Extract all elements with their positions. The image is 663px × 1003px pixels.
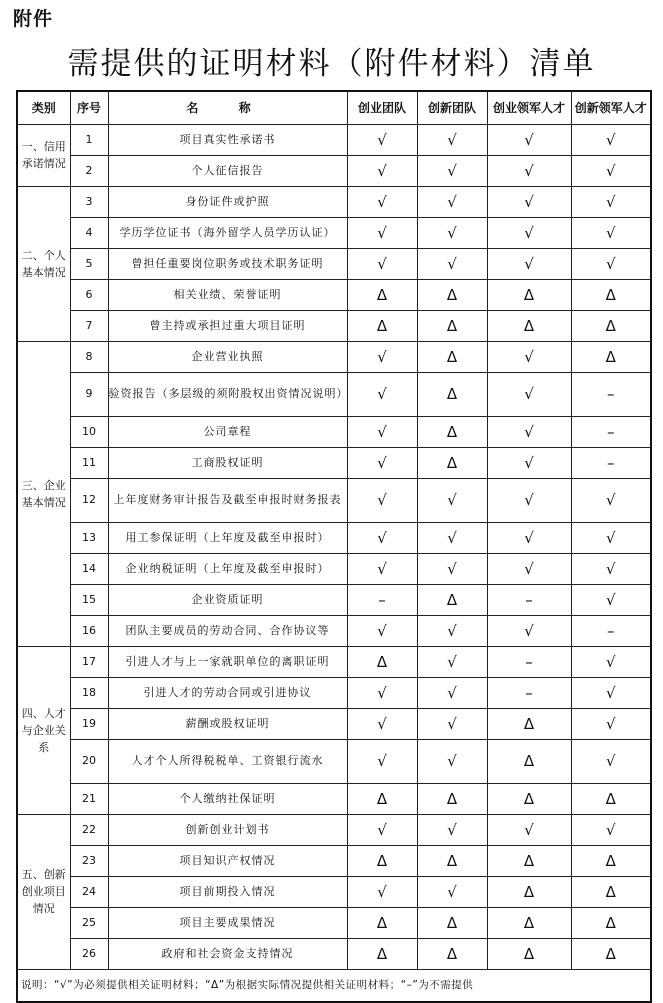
requirement-mark-cell: Δ — [417, 845, 487, 876]
table-row — [17, 522, 651, 553]
table-row — [17, 279, 651, 310]
category-cell: 二、个人基本情况 — [17, 186, 70, 341]
seq-cell: 3 — [70, 186, 108, 217]
table-row — [17, 372, 651, 416]
requirement-mark-cell: √ — [417, 124, 487, 155]
requirement-mark-cell: – — [487, 646, 571, 677]
table-row — [17, 584, 651, 615]
requirement-mark-cell: √ — [571, 248, 651, 279]
material-name-cell: 政府和社会资金支持情况 — [108, 938, 347, 969]
requirement-mark-cell: √ — [487, 124, 571, 155]
requirement-mark-cell: √ — [347, 447, 417, 478]
requirement-mark-cell: √ — [347, 186, 417, 217]
requirement-mark-cell: √ — [417, 708, 487, 739]
requirement-mark-cell: Δ — [487, 876, 571, 907]
requirement-mark-cell: √ — [417, 814, 487, 845]
material-name-cell: 个人征信报告 — [108, 155, 347, 186]
requirement-mark-cell: √ — [487, 478, 571, 522]
material-name-cell: 创新创业计划书 — [108, 814, 347, 845]
requirement-mark-cell: √ — [571, 186, 651, 217]
seq-cell: 21 — [70, 783, 108, 814]
seq-cell: 20 — [70, 739, 108, 783]
requirement-mark-cell: Δ — [571, 310, 651, 341]
requirement-mark-cell: √ — [571, 708, 651, 739]
category-cell: 五、创新创业项目情况 — [17, 814, 70, 969]
requirement-mark-cell: √ — [487, 217, 571, 248]
table-row — [17, 478, 651, 522]
material-name-cell: 项目真实性承诺书 — [108, 124, 347, 155]
requirement-mark-cell: √ — [347, 248, 417, 279]
requirement-mark-cell: √ — [571, 814, 651, 845]
requirement-mark-cell: √ — [347, 553, 417, 584]
seq-cell: 6 — [70, 279, 108, 310]
table-row — [17, 907, 651, 938]
category-cell: 一、信用承诺情况 — [17, 124, 70, 186]
requirement-mark-cell: Δ — [417, 584, 487, 615]
requirement-mark-cell: Δ — [571, 279, 651, 310]
requirement-mark-cell: √ — [347, 739, 417, 783]
table-row — [17, 876, 651, 907]
requirement-mark-cell: Δ — [347, 783, 417, 814]
seq-cell: 15 — [70, 584, 108, 615]
requirement-mark-cell: √ — [487, 447, 571, 478]
material-name-cell: 企业资质证明 — [108, 584, 347, 615]
table-row — [17, 938, 651, 969]
table-row — [17, 186, 651, 217]
requirement-mark-cell: √ — [417, 553, 487, 584]
page-title: 需提供的证明材料（附件材料）清单 — [67, 46, 596, 82]
material-name-cell: 公司章程 — [108, 416, 347, 447]
seq-cell: 23 — [70, 845, 108, 876]
table-row — [17, 248, 651, 279]
header-col-3: 创业领军人才 — [487, 91, 571, 124]
requirement-mark-cell: Δ — [347, 646, 417, 677]
header-name: 名 称 — [108, 91, 347, 124]
material-name-cell: 人才个人所得税税单、工资银行流水 — [108, 739, 347, 783]
requirement-mark-cell: Δ — [347, 279, 417, 310]
header-seq: 序号 — [70, 91, 108, 124]
requirement-mark-cell: – — [571, 615, 651, 646]
requirement-mark-cell: Δ — [487, 279, 571, 310]
requirement-mark-cell: Δ — [487, 845, 571, 876]
seq-cell: 25 — [70, 907, 108, 938]
requirement-mark-cell: Δ — [417, 372, 487, 416]
seq-cell: 18 — [70, 677, 108, 708]
requirement-mark-cell: √ — [417, 217, 487, 248]
material-name-cell: 身份证件或护照 — [108, 186, 347, 217]
material-name-cell: 薪酬或股权证明 — [108, 708, 347, 739]
requirement-mark-cell: √ — [571, 677, 651, 708]
requirement-mark-cell: Δ — [417, 447, 487, 478]
requirement-mark-cell: Δ — [487, 783, 571, 814]
seq-cell: 26 — [70, 938, 108, 969]
requirement-mark-cell: √ — [571, 646, 651, 677]
requirement-mark-cell: √ — [487, 522, 571, 553]
table-row — [17, 124, 651, 155]
requirement-mark-cell: Δ — [417, 416, 487, 447]
requirement-mark-cell: √ — [571, 155, 651, 186]
material-name-cell: 曾担任重要岗位职务或技术职务证明 — [108, 248, 347, 279]
material-name-cell: 团队主要成员的劳动合同、合作协议等 — [108, 615, 347, 646]
requirement-mark-cell: √ — [347, 416, 417, 447]
seq-cell: 11 — [70, 447, 108, 478]
requirement-mark-cell: √ — [347, 217, 417, 248]
requirement-mark-cell: √ — [417, 522, 487, 553]
requirement-mark-cell: √ — [487, 372, 571, 416]
seq-cell: 8 — [70, 341, 108, 372]
requirement-mark-cell: Δ — [417, 310, 487, 341]
table-row — [17, 217, 651, 248]
material-name-cell: 项目知识产权情况 — [108, 845, 347, 876]
seq-cell: 16 — [70, 615, 108, 646]
requirement-mark-cell: √ — [487, 186, 571, 217]
requirement-mark-cell: √ — [417, 478, 487, 522]
material-name-cell: 验资报告（多层级的须附股权出资情况说明） — [108, 372, 347, 416]
seq-cell: 2 — [70, 155, 108, 186]
attachment-label: 附件 — [13, 8, 54, 30]
seq-cell: 10 — [70, 416, 108, 447]
table-row — [17, 155, 651, 186]
table-row — [17, 708, 651, 739]
requirement-mark-cell: √ — [571, 584, 651, 615]
material-name-cell: 项目主要成果情况 — [108, 907, 347, 938]
material-name-cell: 个人缴纳社保证明 — [108, 783, 347, 814]
requirement-mark-cell: Δ — [487, 907, 571, 938]
requirement-mark-cell: Δ — [571, 845, 651, 876]
table-row — [17, 416, 651, 447]
requirement-mark-cell: Δ — [417, 938, 487, 969]
table-row — [17, 677, 651, 708]
seq-cell: 5 — [70, 248, 108, 279]
table-row — [17, 615, 651, 646]
seq-cell: 9 — [70, 372, 108, 416]
requirement-mark-cell: √ — [571, 522, 651, 553]
requirement-mark-cell: √ — [417, 155, 487, 186]
requirement-mark-cell: Δ — [571, 876, 651, 907]
requirement-mark-cell: – — [487, 677, 571, 708]
requirement-mark-cell: – — [347, 584, 417, 615]
requirement-mark-cell: √ — [571, 124, 651, 155]
requirement-mark-cell: √ — [347, 814, 417, 845]
materials-table — [16, 90, 652, 1003]
requirement-mark-cell: Δ — [347, 310, 417, 341]
requirement-mark-cell: Δ — [487, 739, 571, 783]
seq-cell: 4 — [70, 217, 108, 248]
requirement-mark-cell: √ — [347, 478, 417, 522]
requirement-mark-cell: √ — [347, 341, 417, 372]
table-row — [17, 553, 651, 584]
requirement-mark-cell: √ — [487, 814, 571, 845]
requirement-mark-cell: √ — [347, 124, 417, 155]
table-row — [17, 739, 651, 783]
requirement-mark-cell: √ — [487, 615, 571, 646]
requirement-mark-cell: Δ — [347, 938, 417, 969]
requirement-mark-cell: – — [571, 447, 651, 478]
seq-cell: 24 — [70, 876, 108, 907]
seq-cell: 19 — [70, 708, 108, 739]
table-header-row — [17, 91, 651, 124]
seq-cell: 1 — [70, 124, 108, 155]
requirement-mark-cell: Δ — [417, 907, 487, 938]
requirement-mark-cell: √ — [417, 248, 487, 279]
requirement-mark-cell: Δ — [571, 907, 651, 938]
requirement-mark-cell: √ — [417, 646, 487, 677]
material-name-cell: 曾主持或承担过重大项目证明 — [108, 310, 347, 341]
seq-cell: 13 — [70, 522, 108, 553]
requirement-mark-cell: Δ — [487, 708, 571, 739]
category-cell: 四、人才与企业关系 — [17, 646, 70, 814]
requirement-mark-cell: Δ — [417, 341, 487, 372]
requirement-mark-cell: √ — [347, 522, 417, 553]
header-category: 类别 — [17, 91, 70, 124]
material-name-cell: 引进人才与上一家就职单位的离职证明 — [108, 646, 347, 677]
requirement-mark-cell: – — [571, 372, 651, 416]
seq-cell: 12 — [70, 478, 108, 522]
header-col-1: 创业团队 — [347, 91, 417, 124]
table-row — [17, 310, 651, 341]
requirement-mark-cell: √ — [347, 372, 417, 416]
material-name-cell: 相关业绩、荣誉证明 — [108, 279, 347, 310]
material-name-cell: 企业营业执照 — [108, 341, 347, 372]
requirement-mark-cell: √ — [487, 416, 571, 447]
material-name-cell: 学历学位证书（海外留学人员学历认证） — [108, 217, 347, 248]
requirement-mark-cell: Δ — [487, 310, 571, 341]
table-row — [17, 783, 651, 814]
requirement-mark-cell: √ — [417, 739, 487, 783]
table-row — [17, 814, 651, 845]
material-name-cell: 引进人才的劳动合同或引进协议 — [108, 677, 347, 708]
material-name-cell: 企业纳税证明（上年度及截至申报时） — [108, 553, 347, 584]
requirement-mark-cell: √ — [347, 615, 417, 646]
requirement-mark-cell: √ — [571, 553, 651, 584]
table-row — [17, 646, 651, 677]
table-row — [17, 447, 651, 478]
header-col-2: 创新团队 — [417, 91, 487, 124]
requirement-mark-cell: – — [571, 416, 651, 447]
requirement-mark-cell: √ — [487, 341, 571, 372]
requirement-mark-cell: Δ — [417, 279, 487, 310]
requirement-mark-cell: Δ — [487, 938, 571, 969]
material-name-cell: 上年度财务审计报告及截至申报时财务报表 — [108, 478, 347, 522]
requirement-mark-cell: √ — [347, 677, 417, 708]
header-col-4: 创新领军人才 — [571, 91, 651, 124]
requirement-mark-cell: Δ — [347, 845, 417, 876]
seq-cell: 22 — [70, 814, 108, 845]
requirement-mark-cell: Δ — [347, 907, 417, 938]
requirement-mark-cell: Δ — [571, 783, 651, 814]
material-name-cell: 用工参保证明（上年度及截至申报时） — [108, 522, 347, 553]
requirement-mark-cell: √ — [417, 186, 487, 217]
requirement-mark-cell: Δ — [571, 341, 651, 372]
requirement-mark-cell: – — [487, 584, 571, 615]
category-cell: 三、企业基本情况 — [17, 341, 70, 646]
seq-cell: 14 — [70, 553, 108, 584]
seq-cell: 17 — [70, 646, 108, 677]
requirement-mark-cell: √ — [487, 155, 571, 186]
requirement-mark-cell: Δ — [571, 938, 651, 969]
legend-note: 说明：“√”为必须提供相关证明材料；“Δ”为根据实际情况提供相关证明材料；“–”为不需提供 — [17, 969, 651, 1002]
requirement-mark-cell: √ — [417, 677, 487, 708]
requirement-mark-cell: √ — [571, 478, 651, 522]
requirement-mark-cell: √ — [487, 248, 571, 279]
material-name-cell: 项目前期投入情况 — [108, 876, 347, 907]
requirement-mark-cell: √ — [347, 876, 417, 907]
requirement-mark-cell: √ — [347, 708, 417, 739]
requirement-mark-cell: √ — [417, 615, 487, 646]
table-row — [17, 845, 651, 876]
requirement-mark-cell: √ — [571, 217, 651, 248]
requirement-mark-cell: √ — [347, 155, 417, 186]
requirement-mark-cell: √ — [487, 553, 571, 584]
requirement-mark-cell: √ — [417, 876, 487, 907]
material-name-cell: 工商股权证明 — [108, 447, 347, 478]
seq-cell: 7 — [70, 310, 108, 341]
table-row — [17, 341, 651, 372]
requirement-mark-cell: Δ — [417, 783, 487, 814]
requirement-mark-cell: √ — [571, 739, 651, 783]
